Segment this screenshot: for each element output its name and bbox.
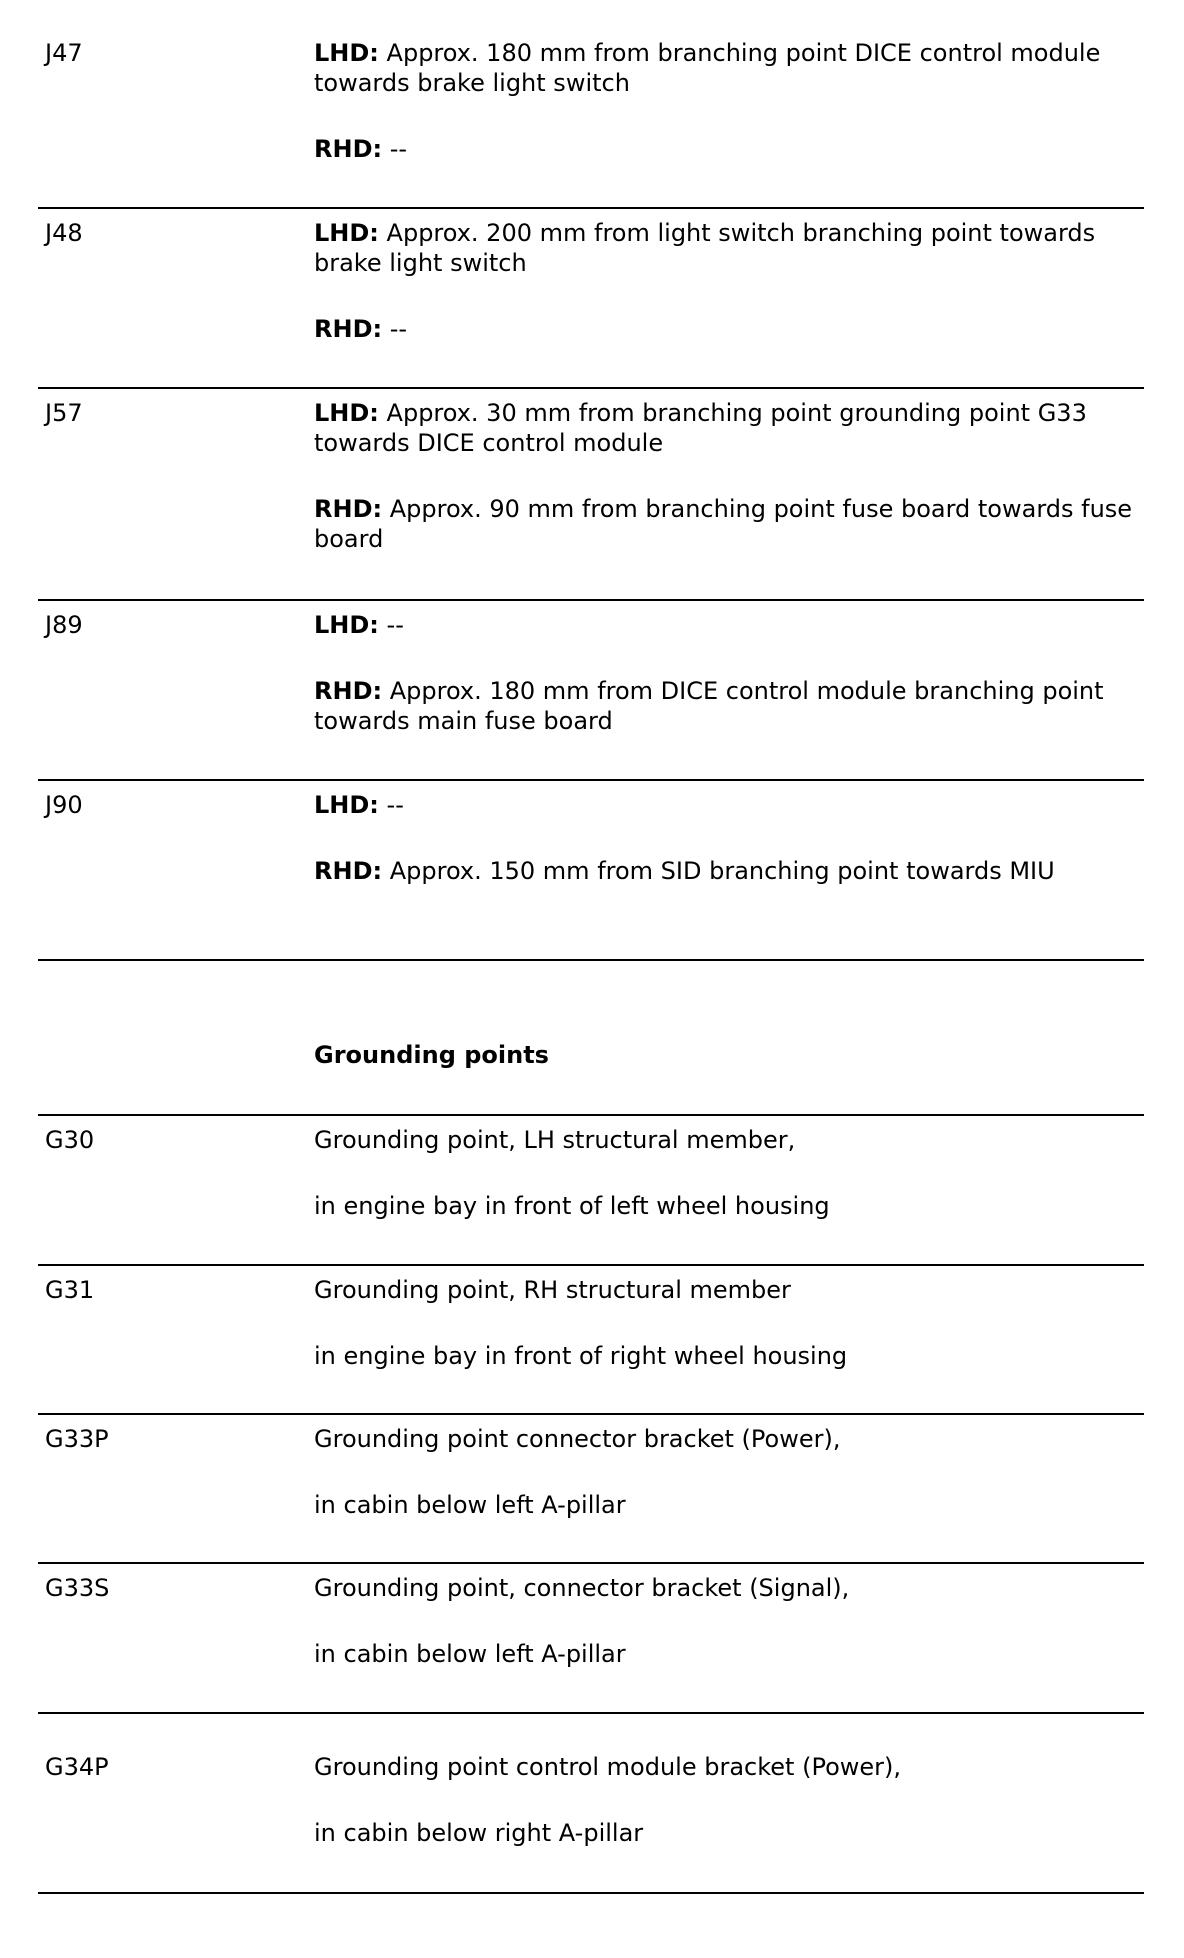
grounding-description — [314, 1424, 1144, 1520]
grounding-code: G31 — [45, 1276, 95, 1304]
grounding-description — [314, 1125, 1144, 1221]
junction-description — [314, 790, 1144, 886]
grounding-line: Grounding point, RH structural member — [314, 1276, 791, 1304]
grounding-code: G33P — [45, 1425, 109, 1453]
rhd-note — [314, 314, 1144, 344]
grounding-location: in engine bay in front of right wheel housing — [314, 1342, 848, 1370]
grounding-line: Grounding point, connector bracket (Signal), — [314, 1574, 850, 1602]
row-divider — [38, 959, 1144, 961]
rhd-note — [314, 856, 1144, 886]
lhd-note — [314, 398, 1144, 458]
lhd-text: Approx. 180 mm from branching point DICE control module towards brake light switch — [314, 39, 1101, 97]
grounding-description — [314, 1752, 1144, 1848]
lhd-label: LHD: — [314, 791, 379, 819]
section-heading: Grounding points — [314, 1041, 549, 1069]
rhd-text: -- — [389, 315, 408, 343]
lhd-note — [314, 218, 1144, 278]
row-divider — [38, 1114, 1144, 1116]
row-divider — [38, 1712, 1144, 1714]
junction-description — [314, 610, 1144, 736]
grounding-line: Grounding point, LH structural member, — [314, 1126, 796, 1154]
lhd-note — [314, 38, 1144, 98]
junction-code: J57 — [45, 399, 83, 427]
rhd-label: RHD: — [314, 315, 383, 343]
rhd-text: -- — [389, 135, 408, 163]
junction-code: J48 — [45, 219, 83, 247]
grounding-location: in engine bay in front of left wheel housing — [314, 1192, 830, 1220]
lhd-note — [314, 790, 1144, 820]
rhd-text: Approx. 150 mm from SID branching point towards MIU — [389, 857, 1055, 885]
rhd-label: RHD: — [314, 677, 383, 705]
grounding-line: Grounding point connector bracket (Power), — [314, 1425, 841, 1453]
row-divider — [38, 1892, 1144, 1894]
lhd-text: -- — [386, 611, 404, 639]
grounding-location: in cabin below left A-pillar — [314, 1491, 626, 1519]
lhd-label: LHD: — [314, 219, 379, 247]
rhd-note — [314, 676, 1144, 736]
junction-description — [314, 218, 1144, 344]
grounding-location: in cabin below right A-pillar — [314, 1819, 644, 1847]
grounding-description — [314, 1275, 1144, 1371]
row-divider — [38, 1562, 1144, 1564]
grounding-location: in cabin below left A-pillar — [314, 1640, 626, 1668]
row-divider — [38, 207, 1144, 209]
grounding-description — [314, 1573, 1144, 1669]
row-divider — [38, 387, 1144, 389]
grounding-code: G33S — [45, 1574, 110, 1602]
rhd-note — [314, 134, 1144, 164]
lhd-note — [314, 610, 1144, 640]
row-divider — [38, 599, 1144, 601]
lhd-label: LHD: — [314, 611, 379, 639]
rhd-text: Approx. 90 mm from branching point fuse board towards fuse board — [314, 495, 1133, 553]
row-divider — [38, 779, 1144, 781]
grounding-line: Grounding point control module bracket (Power), — [314, 1753, 902, 1781]
lhd-label: LHD: — [314, 39, 379, 67]
junction-code: J89 — [45, 611, 83, 639]
lhd-text: Approx. 200 mm from light switch branching point towards brake light switch — [314, 219, 1096, 277]
rhd-note — [314, 494, 1144, 554]
rhd-label: RHD: — [314, 495, 383, 523]
junction-code: J47 — [45, 39, 83, 67]
grounding-code: G30 — [45, 1126, 95, 1154]
row-divider — [38, 1413, 1144, 1415]
lhd-text: -- — [386, 791, 404, 819]
junction-code: J90 — [45, 791, 83, 819]
junction-description — [314, 398, 1144, 554]
junction-description — [314, 38, 1144, 164]
rhd-text: Approx. 180 mm from DICE control module branching point towards main fuse board — [314, 677, 1104, 735]
grounding-code: G34P — [45, 1753, 109, 1781]
rhd-label: RHD: — [314, 857, 383, 885]
lhd-text: Approx. 30 mm from branching point grounding point G33 towards DICE control module — [314, 399, 1087, 457]
rhd-label: RHD: — [314, 135, 383, 163]
lhd-label: LHD: — [314, 399, 379, 427]
row-divider — [38, 1264, 1144, 1266]
